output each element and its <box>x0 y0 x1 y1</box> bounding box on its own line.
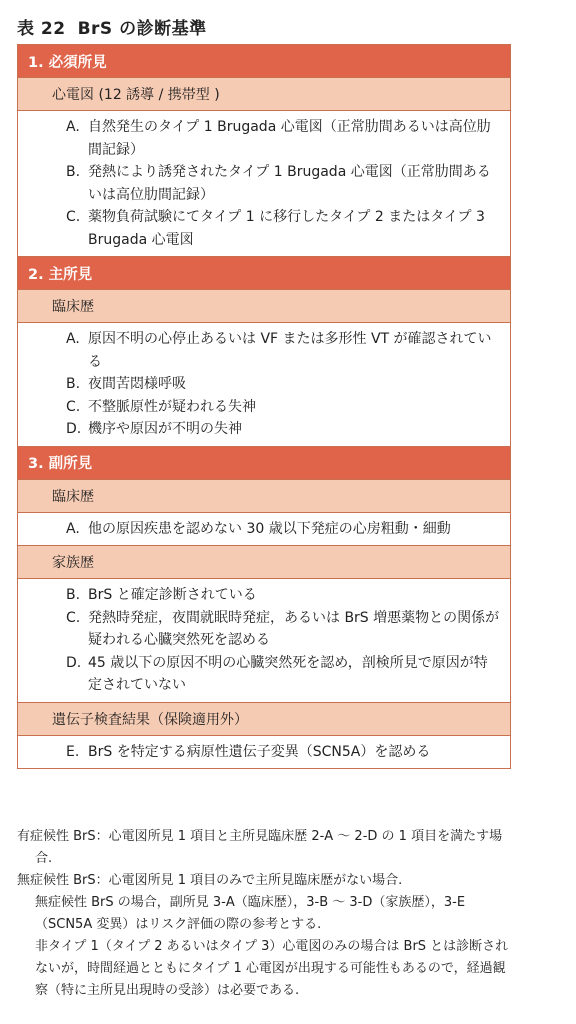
item-label: D. <box>66 654 82 671</box>
footnote <box>17 826 513 870</box>
footnote-text: 有症候性 BrS：心電図所見 1 項目と主所見臨床歴 2-A ～ 2-D の 1 項目を満たす場合. <box>17 829 503 866</box>
section-heading: 1. 必須所見 <box>18 45 511 78</box>
item-label: B. <box>66 376 81 392</box>
item-text: 45 歳以下の原因不明の心臓突然死を認め，剖検所見で原因が特定されていない <box>88 654 488 693</box>
list-item <box>66 607 500 652</box>
item-text: 薬物負荷試験にてタイプ 1 に移行したタイプ 2 またはタイプ 3 Brugada 心電図 <box>88 209 485 248</box>
subsection-label: 臨床歴 <box>18 290 511 323</box>
table-title-text: BrS の診断基準 <box>77 19 207 39</box>
item-text: 自然発生のタイプ 1 Brugada 心電図（正常肋間あるいは高位肋間記録） <box>88 119 491 158</box>
item-label: B. <box>66 587 81 603</box>
item-label: A. <box>66 520 80 537</box>
subsection-label: 家族歴 <box>18 546 511 579</box>
item-text: 発熱により誘発されたタイプ 1 Brugada 心電図（正常肋間あるいは高位肋間記録） <box>88 164 491 203</box>
item-text: BrS と確定診断されている <box>88 587 257 603</box>
table-number: 表 22 <box>17 19 66 39</box>
list-item <box>66 328 500 373</box>
items-row <box>18 111 511 257</box>
item-text: BrS を特定する病原性遺伝子変異（SCN5A）を認める <box>88 743 431 760</box>
subsection-label: 心電図 (12 誘導 / 携帯型 ) <box>18 78 511 111</box>
subsection-row <box>18 78 511 111</box>
footnote <box>17 870 513 892</box>
subsection-row <box>18 479 511 512</box>
items-row <box>18 735 511 769</box>
item-text: 原因不明の心停止あるいは VF または多形性 VT が確認されている <box>88 331 492 370</box>
items-cell <box>18 512 511 546</box>
items-row <box>18 323 511 447</box>
subsection-label: 遺伝子検査結果（保険適用外） <box>18 702 511 735</box>
footnote <box>17 936 513 1002</box>
list-item <box>66 418 500 441</box>
items-cell <box>18 579 511 703</box>
item-text: 不整脈原性が疑われる失神 <box>88 398 256 415</box>
item-label: E. <box>66 743 80 760</box>
items-row <box>18 512 511 546</box>
items-cell <box>18 111 511 257</box>
footnote-text: 無症候性 BrS の場合，副所見 3-A（臨床歴），3-B ～ 3-D（家族歴），3-E（SCN5A 変異）はリスク評価の際の参考とする. <box>35 895 466 932</box>
items-row <box>18 579 511 703</box>
item-label: C. <box>66 209 81 225</box>
section-header-row <box>18 257 511 290</box>
item-text: 他の原因疾患を認めない 30 歳以下発症の心房粗動・細動 <box>88 520 451 537</box>
subsection-row <box>18 702 511 735</box>
list-item <box>66 741 500 764</box>
item-label: A. <box>66 119 80 135</box>
item-label: B. <box>66 164 81 180</box>
section-header-row <box>18 446 511 479</box>
footnote-text: 非タイプ 1（タイプ 2 あるいはタイプ 3）心電図のみの場合は BrS とは診断されないが，時間経過とともにタイプ 1 心電図が出現する可能性もあるので，経過観察（特に主所見出現時の受診）は必要である. <box>35 939 509 998</box>
subsection-row <box>18 546 511 579</box>
item-label: A. <box>66 331 80 347</box>
list-item <box>66 396 500 419</box>
list-item <box>66 161 500 206</box>
items-cell <box>18 735 511 769</box>
list-item <box>66 652 500 697</box>
item-label: C. <box>66 398 81 415</box>
footnote <box>17 892 513 936</box>
list-item <box>66 206 500 251</box>
item-label: D. <box>66 421 82 437</box>
section-header-row <box>18 45 511 78</box>
item-text: 発熱時発症，夜間就眠時発症，あるいは BrS 増悪薬物との関係が疑われる心臓突然死を認める <box>88 609 500 648</box>
item-label: C. <box>66 609 81 626</box>
list-item <box>66 116 500 161</box>
list-item <box>66 584 500 607</box>
items-cell <box>18 323 511 447</box>
item-text: 機序や原因が不明の失神 <box>88 421 242 437</box>
footnote-text: 無症候性 BrS：心電図所見 1 項目のみで主所見臨床歴がない場合. <box>17 873 403 888</box>
section-heading: 2. 主所見 <box>18 257 511 290</box>
section-heading: 3. 副所見 <box>18 446 511 479</box>
criteria-table <box>17 44 511 769</box>
table-title <box>17 14 207 39</box>
table-footnotes <box>17 826 513 1002</box>
subsection-row <box>18 290 511 323</box>
subsection-label: 臨床歴 <box>18 479 511 512</box>
list-item <box>66 373 500 396</box>
item-text: 夜間苦悶様呼吸 <box>88 376 186 392</box>
list-item <box>66 518 500 541</box>
